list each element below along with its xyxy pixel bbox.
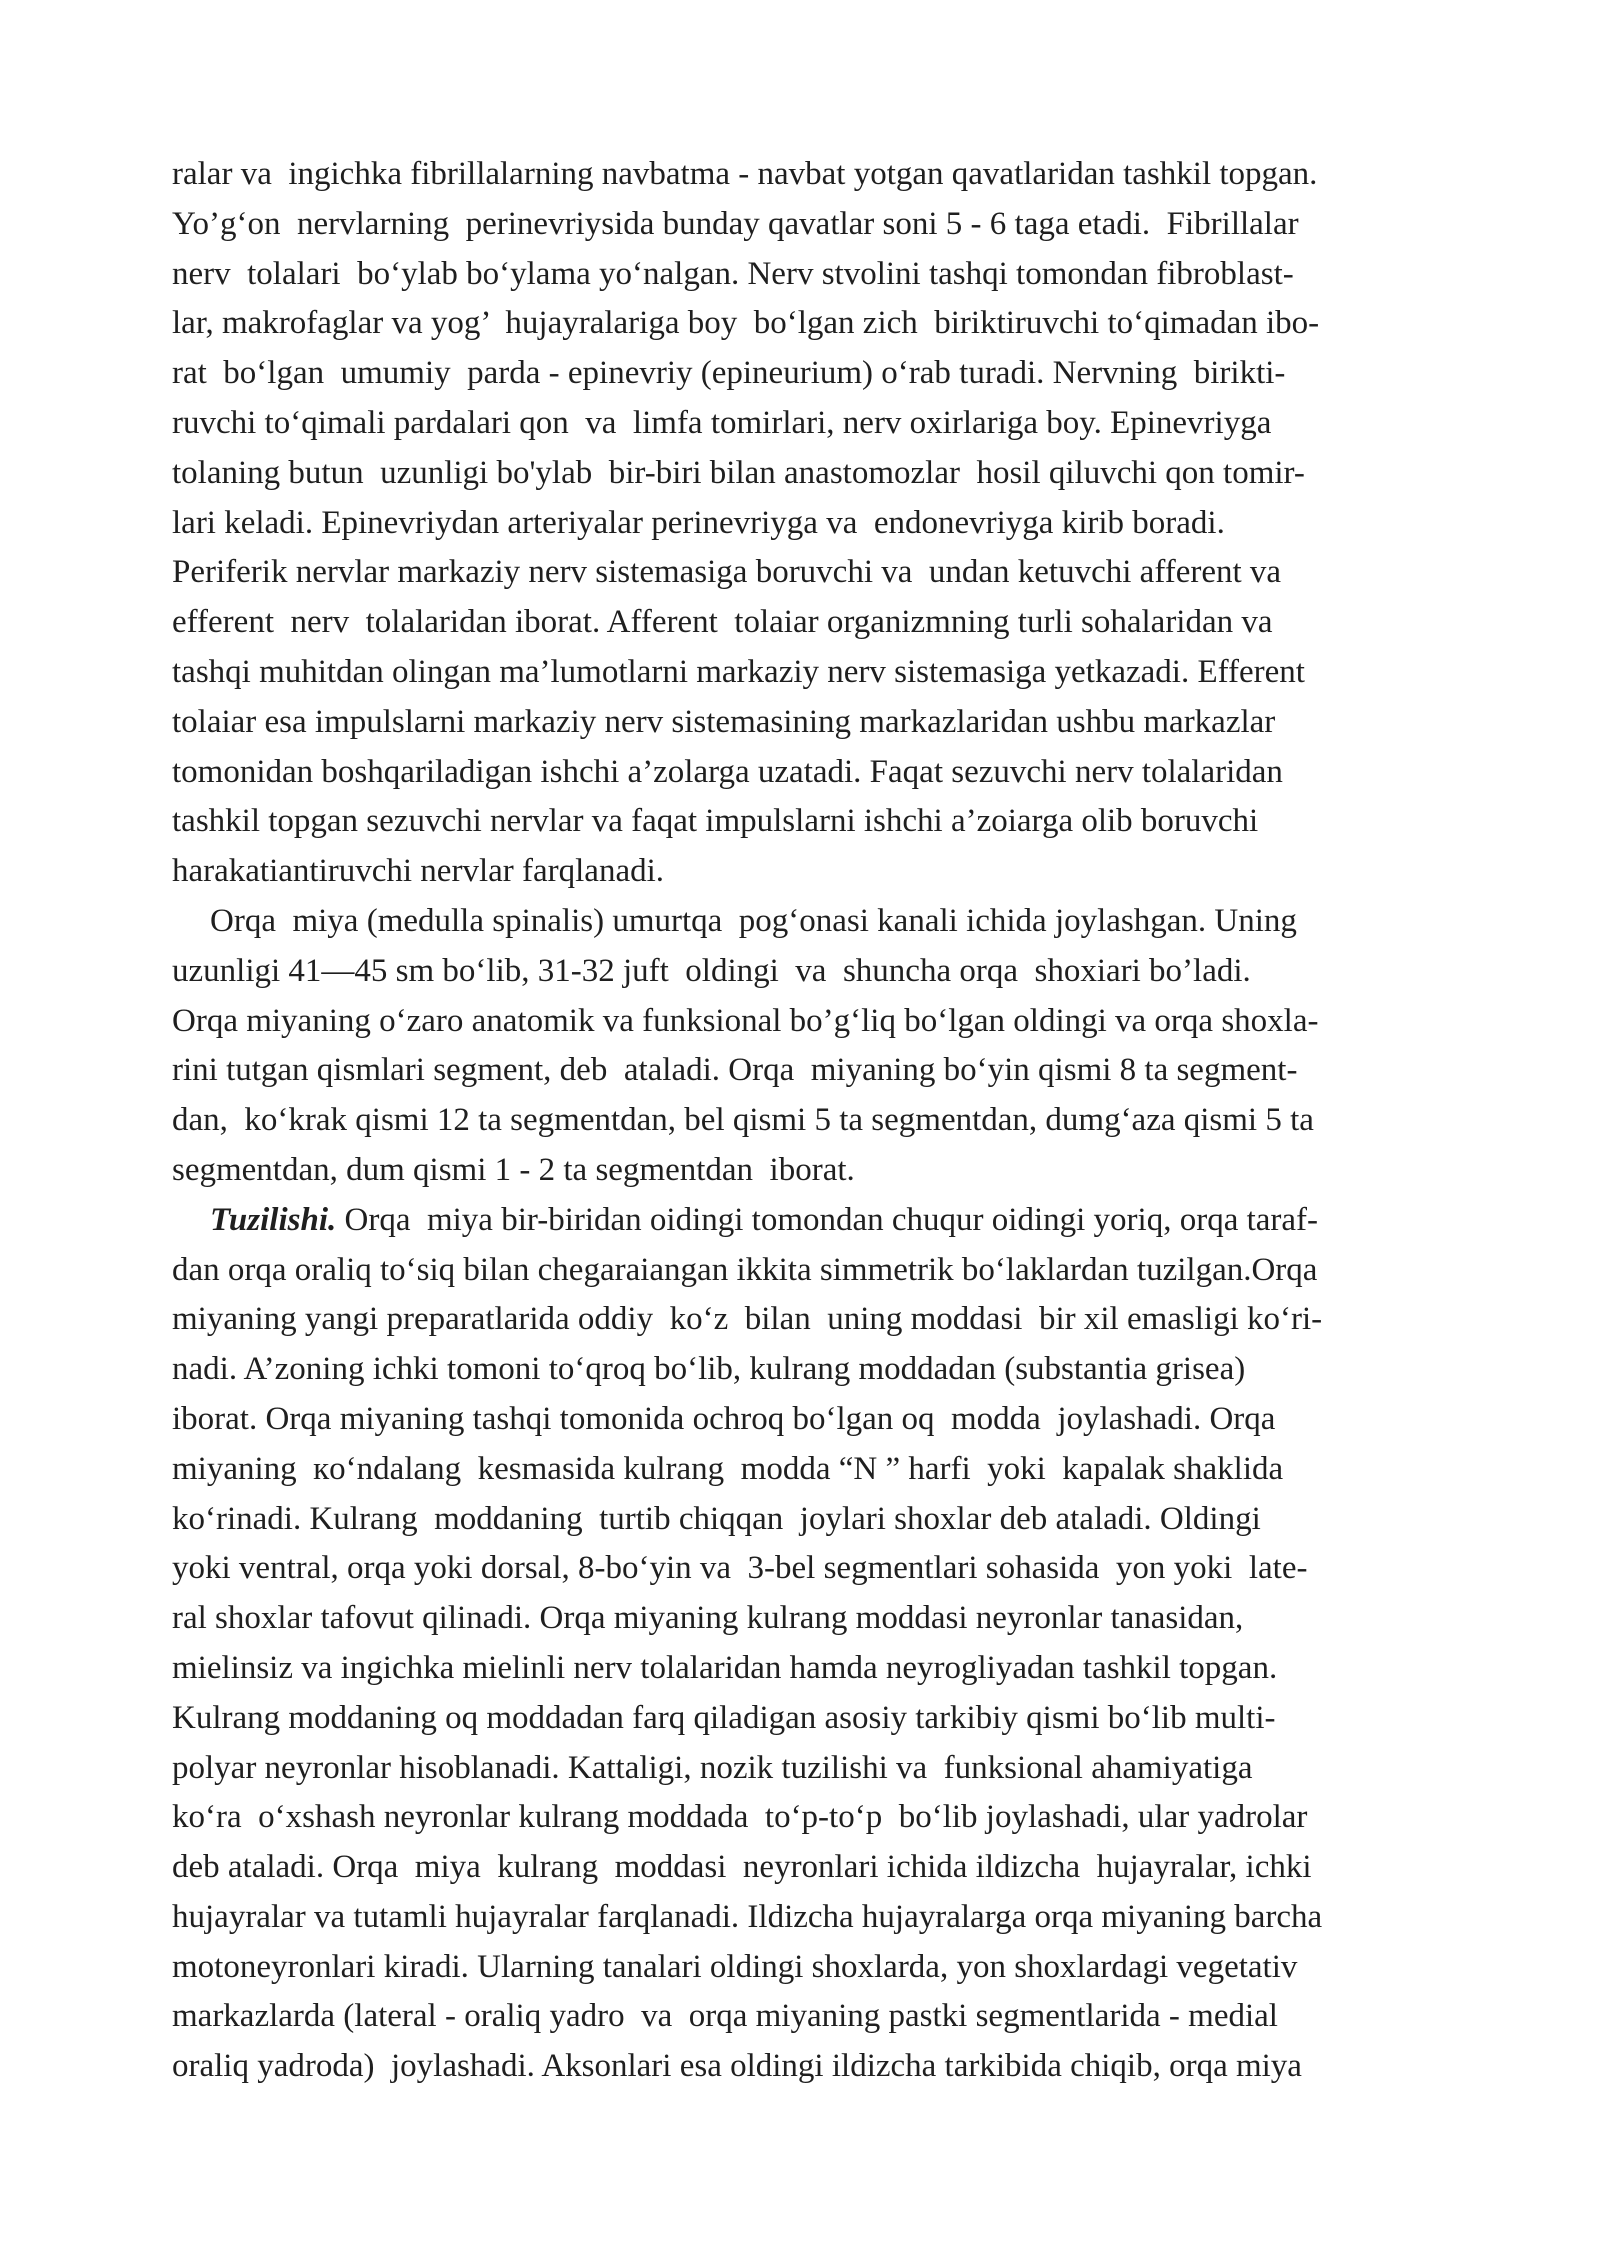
text-line — [172, 748, 1512, 798]
line-text: ralar va ingichka fibrillalarning navbatma - navbat yotgan qavatlaridan tashkil topgan. — [172, 156, 1318, 192]
line-text: tolaiar esa impulslarni markaziy nerv sistemasining markazlaridan ushbu markazlar — [172, 703, 1276, 740]
line-text: iborat. Orqa miyaning tashqi tomonida ochroq bo‘lgan oq modda joylashadi. Orqa — [172, 1400, 1276, 1437]
line-text: lari keladi. Epinevriydan arteriyalar perinevriyga va endonevriyga kirib boradi. — [172, 504, 1225, 541]
line-text: tomonidan boshqariladigan ishchi a’zolarga uzatadi. Faqat sezuvchi nerv tolalaridan — [172, 753, 1283, 790]
line-text: tolaning butun uzunligi bo'ylab bir-biri bilan anastomozlar hosil qiluvchi qon tomir- — [172, 454, 1305, 491]
section-term: Tuzilishi. — [210, 1201, 337, 1238]
line-text: dan orqa oraliq to‘siq bilan chegaraiangan ikkita simmetrik bo‘laklardan tuzilgan.Orqa — [172, 1251, 1318, 1288]
line-text: polyar neyronlar hisoblanadi. Kattaligi, nozik tuzilishi va funksional ahamiyatiga — [172, 1749, 1253, 1786]
text-line — [172, 200, 1512, 250]
text-line — [172, 1893, 1512, 1943]
text-line — [172, 1046, 1512, 1096]
text-line — [172, 548, 1512, 598]
text-line — [172, 648, 1512, 698]
body-text — [172, 150, 1512, 2092]
line-text: deb ataladi. Orqa miya kulrang moddasi neyronlari ichida ildizcha hujayralar, ichki — [172, 1849, 1312, 1886]
text-line — [172, 1793, 1512, 1843]
text-line — [172, 1544, 1512, 1594]
line-text: Kulrang moddaning oq moddadan farq qiladigan asosiy tarkibiy qismi bo‘lib multi- — [172, 1699, 1276, 1736]
text-line — [172, 797, 1512, 847]
line-text: nadi. A’zoning ichki tomoni to‘qroq bo‘lib, kulrang moddadan (substantia grisea) — [172, 1351, 1246, 1388]
line-text: Periferik nervlar markaziy nerv sistemasiga boruvchi va undan ketuvchi afferent va — [172, 554, 1282, 591]
text-line — [172, 997, 1512, 1047]
line-text: Orqa miyaning o‘zaro anatomik va funksional bo’g‘liq bo‘lgan oldingi va orqa shoxla- — [172, 1002, 1319, 1039]
line-text: miyaning кo‘ndalang kesmasida kulrang modda “N ” harfi yoki kapalak shaklida — [172, 1450, 1284, 1487]
text-line — [172, 150, 1512, 200]
line-text: motoneyronlari kiradi. Ularning tanalari oldingi shoxlarda, yon shoxlardagi vegetativ — [172, 1948, 1298, 1985]
line-text: ko‘ra o‘xshash neyronlar kulrang moddada to‘p-to‘p bo‘lib joylashadi, ular yadrolar — [172, 1799, 1308, 1836]
line-text: nerv tolalari bo‘ylab bo‘ylama yo‘nalgan. Nerv stvolini tashqi tomondan fibroblast- — [172, 255, 1294, 292]
text-line — [172, 449, 1512, 499]
text-line — [172, 1744, 1512, 1794]
line-text: oraliq yadroda) joylashadi. Aksonlari esa oldingi ildizcha tarkibida chiqib, orqa miya — [172, 2048, 1302, 2085]
text-line — [172, 598, 1512, 648]
text-line — [172, 847, 1512, 897]
text-line — [172, 399, 1512, 449]
line-text: ral shoxlar tafovut qilinadi. Orqa miyaning kulrang moddasi neyronlar tanasidan, — [172, 1600, 1244, 1637]
text-line — [172, 299, 1512, 349]
line-text: dan, ko‘krak qismi 12 ta segmentdan, bel qismi 5 ta segmentdan, dumg‘aza qismi 5 ta — [172, 1102, 1314, 1139]
line-text: markazlarda (lateral - oraliq yadro va orqa miyaning pastki segmentlarida - medial — [172, 1998, 1278, 2035]
line-text: ruvchi to‘qimali pardalari qon va limfa tomirlari, nerv oxirlariga boy. Epinevriyga — [172, 404, 1272, 441]
text-line — [172, 1644, 1512, 1694]
line-text: Orqa miya bir-biridan oidingi tomondan chuqur oidingi yoriq, orqa taraf- — [336, 1201, 1319, 1238]
text-line — [172, 897, 1512, 947]
line-text: mielinsiz va ingichka mielinli nerv tolalaridan hamda neyrogliyadan tashkil topgan. — [172, 1649, 1278, 1686]
line-text: efferent nerv tolalaridan iborat. Afferent tolaiar organizmning turli sohalaridan va — [172, 604, 1273, 641]
text-line — [172, 1295, 1512, 1345]
text-line — [172, 1196, 1512, 1246]
text-line — [172, 1096, 1512, 1146]
line-text: ko‘rinadi. Kulrang moddaning turtib chiqqan joylari shoxlar deb ataladi. Oldingi — [172, 1500, 1261, 1537]
text-line — [172, 2042, 1512, 2092]
line-text: hujayralar va tutamli hujayralar farqlanadi. Ildizcha hujayralarga orqa miyaning barcha — [172, 1898, 1323, 1935]
line-text: Orqa miya (medulla spinalis) umurtqa pog‘onasi kanali ichida joylashgan. Uning — [210, 902, 1297, 939]
text-line — [172, 1843, 1512, 1893]
text-line — [172, 947, 1512, 997]
line-text: yoki ventral, orqa yoki dorsal, 8-bo‘yin va 3-bel segmentlari sohasida yon yoki late- — [172, 1550, 1308, 1587]
line-text: rini tutgan qismlari segment, deb ataladi. Orqa miyaning bo‘yin qismi 8 ta segment- — [172, 1052, 1298, 1089]
text-line — [172, 499, 1512, 549]
line-text: harakatiantiruvchi nervlar farqlanadi. — [172, 853, 665, 890]
text-line — [172, 349, 1512, 399]
text-line — [172, 1445, 1512, 1495]
line-text: tashkil topgan sezuvchi nervlar va faqat impulslarni ishchi a’zoiarga olib boruvchi — [172, 803, 1259, 840]
text-line — [172, 1146, 1512, 1196]
text-line — [172, 1694, 1512, 1744]
text-line — [172, 1246, 1512, 1296]
text-line — [172, 1495, 1512, 1545]
text-line — [172, 1345, 1512, 1395]
text-line — [172, 698, 1512, 748]
line-text: tashqi muhitdan olingan ma’lumotlarni markaziy nerv sistemasiga yetkazadi. Efferent — [172, 653, 1305, 690]
line-text: Yo’g‘on nervlarning perinevriysida bunday qavatlar soni 5 - 6 taga etadi. Fibrillalar — [172, 205, 1299, 242]
text-line — [172, 1594, 1512, 1644]
text-line — [172, 1943, 1512, 1993]
line-text: uzunligi 41—45 sm bo‘lib, 31-32 juft oldingi va shuncha orqa shoxiari bo’ladi. — [172, 952, 1251, 989]
line-text: miyaning yangi preparatlarida oddiy ko‘z bilan uning moddasi bir xil emasligi ko‘ri- — [172, 1301, 1323, 1338]
text-line — [172, 250, 1512, 300]
line-text: lar, makrofaglar va yog’ hujayralariga boy bo‘lgan zich biriktiruvchi to‘qimadan ibo- — [172, 305, 1320, 342]
text-line — [172, 1992, 1512, 2042]
text-line — [172, 1395, 1512, 1445]
line-text: segmentdan, dum qismi 1 - 2 ta segmentdan iborat. — [172, 1151, 855, 1188]
line-text: rat bo‘lgan umumiy parda - epinevriy (epineurium) o‘rab turadi. Nervning birikti- — [172, 355, 1286, 392]
